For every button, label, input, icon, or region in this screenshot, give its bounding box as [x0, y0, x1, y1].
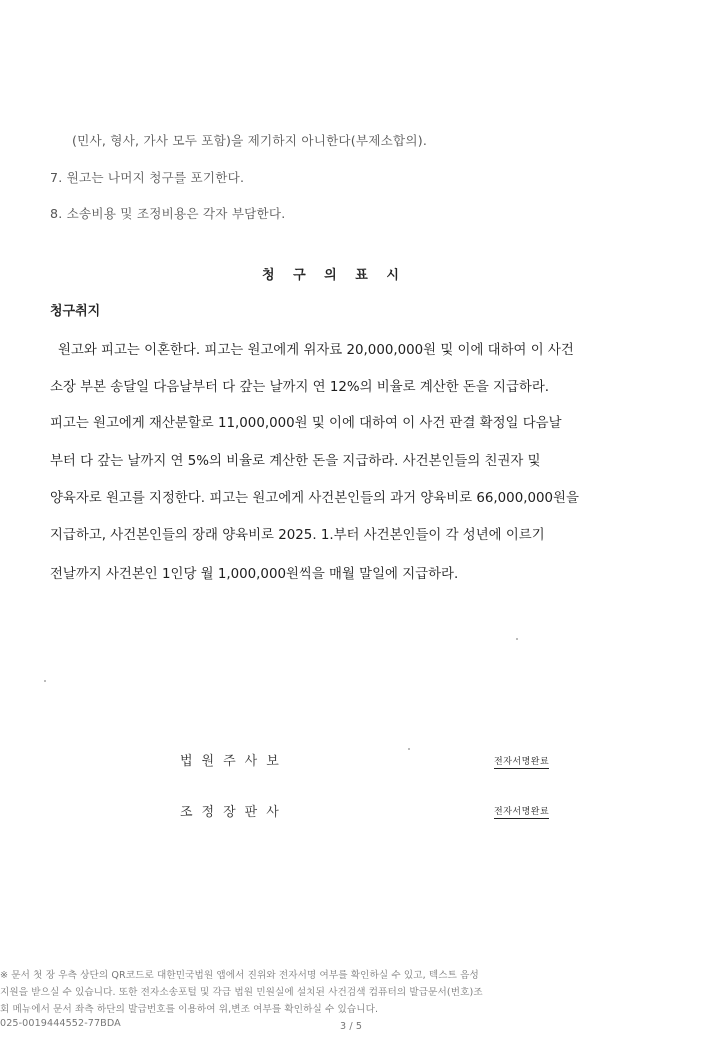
- item-continuation: (민사, 형사, 가사 모두 포함)을 제기하지 아니한다(부제소합의).: [72, 133, 428, 148]
- claim-line: 전날까지 사건본인 1인당 월 1,000,000원씩을 매월 말일에 지급하라.: [50, 567, 459, 582]
- signature-title-clerk: 법원주사보: [180, 754, 288, 769]
- signature-title-judge: 조정장판사: [180, 805, 288, 820]
- claim-line: 양육자로 원고를 지정한다. 피고는 원고에게 사건본인들의 과거 양육비로 66,000,000원을: [50, 491, 579, 506]
- item-7: 7. 원고는 나머지 청구를 포기한다.: [50, 170, 245, 185]
- scan-speck: [516, 638, 518, 640]
- footer-notice-line: 회 메뉴에서 문서 좌측 하단의 발급번호를 이용하여 위,변조 여부를 확인하실 수 있습니다.: [0, 1004, 379, 1015]
- claim-line: 원고와 피고는 이혼한다. 피고는 원고에게 위자료 20,000,000원 및 이에 대하여 이 사건: [58, 343, 574, 358]
- document-number: 025-0019444552-77BDA: [0, 1018, 121, 1029]
- page-number: 3 / 5: [340, 1021, 363, 1032]
- scan-speck: [408, 748, 410, 750]
- footer-notice-line: ※ 문서 첫 장 우측 상단의 QR코드로 대한민국법원 앱에서 진위와 전자서명 여부를 확인하실 수 있고, 텍스트 음성: [0, 970, 479, 981]
- item-8: 8. 소송비용 및 조정비용은 각자 부담한다.: [50, 206, 286, 221]
- claim-line: 소장 부본 송달일 다음날부터 다 갚는 날까지 연 12%의 비율로 계산한 돈을 지급하라.: [50, 380, 550, 395]
- claim-line: 피고는 원고에게 재산분할로 11,000,000원 및 이에 대하여 이 사건 판결 확정일 다음날: [50, 416, 562, 431]
- signature-mark-clerk: 전자서명완료: [494, 754, 549, 769]
- claim-line: 지급하고, 사건본인들의 장래 양육비로 2025. 1.부터 사건본인들이 각 성년에 이르기: [50, 528, 545, 543]
- footer-notice-line: 지원을 받으실 수 있습니다. 또한 전자소송포털 및 각급 법원 민원실에 설치된 사건검색 컴퓨터의 발급문서(번호)조: [0, 987, 483, 998]
- scan-speck: [44, 680, 46, 682]
- subheading-claim: 청구취지: [50, 304, 101, 319]
- signature-mark-judge: 전자서명완료: [494, 804, 549, 819]
- claim-line: 부터 다 갚는 날까지 연 5%의 비율로 계산한 돈을 지급하라. 사건본인들의 친권자 및: [50, 454, 541, 469]
- section-heading: 청 구 의 표 시: [262, 268, 406, 283]
